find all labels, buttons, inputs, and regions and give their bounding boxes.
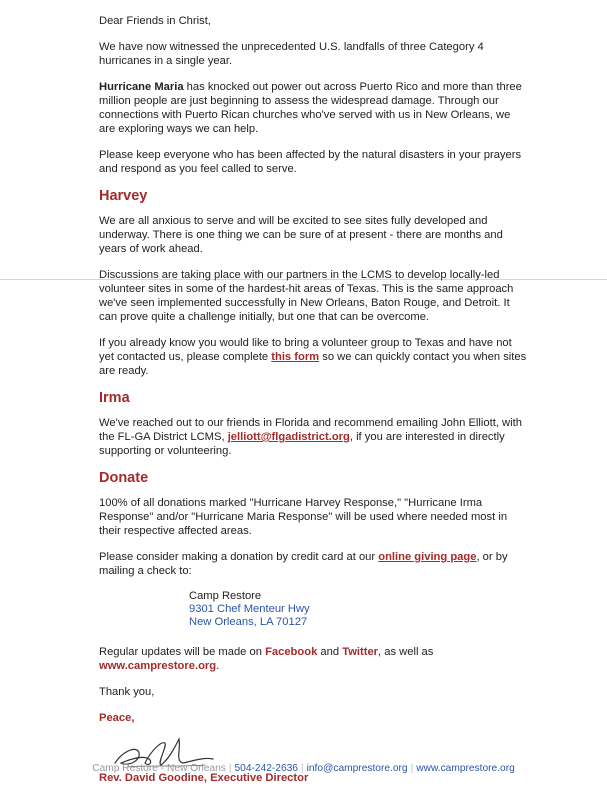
mailing-address (189, 590, 529, 629)
thanks-line: Thank you, (99, 686, 155, 698)
updates-after: , as well as (378, 646, 434, 658)
updates-end: . (216, 660, 220, 672)
harvey-heading: Harvey (99, 188, 148, 204)
updates-and: and (317, 646, 343, 658)
peace-line: Peace, (99, 712, 135, 724)
harvey-paragraph-3 (99, 336, 529, 378)
footer-sep-2: | (300, 763, 304, 774)
footer-sep-1: | (228, 763, 232, 774)
donate-p2-after: , or by mailing a check to: (99, 551, 508, 577)
footer-sep-3: | (410, 763, 414, 774)
irma-p1-after: , if you are interested in directly supporting or volunteering. (99, 431, 505, 457)
online-giving-link[interactable]: online giving page (378, 551, 477, 563)
address-city: New Orleans, LA 70127 (189, 616, 308, 628)
footer-web-link[interactable]: www.camprestore.org (416, 763, 515, 774)
footer-email-link[interactable]: info@camprestore.org (306, 763, 408, 774)
irma-p1-before: We've reached out to our friends in Florida and recommend emailing John Elliott, with the FL-GA District LCMS, (99, 417, 522, 443)
updates-before: Regular updates will be made on (99, 646, 266, 658)
letter-body (99, 14, 529, 785)
prayers-paragraph: Please keep everyone who has been affected by the natural disasters in your prayers and respond as you feel called to serve. (99, 149, 522, 175)
harvey-paragraph-2: Discussions are taking place with our partners in the LCMS to develop locally-led volunteer sites in some of the hardest-hit areas of Texas. This is the same approach we've seen implemented successfully in New Orleans, Baton Rouge, and Detroit. It can prove quite a challenge initially, but one that can be overcome. (99, 269, 514, 323)
salutation: Dear Friends in Christ, (99, 15, 211, 27)
email-link[interactable]: jelliott@flgadistrict.org (227, 431, 350, 443)
harvey-paragraph-1: We are all anxious to serve and will be excited to see sites fully developed and underway. There is one thing we can be sure of at present - there are months and years of work ahead. (99, 215, 503, 255)
maria-name: Hurricane Maria (99, 81, 184, 93)
harvey-p3-after: so we can quickly contact you when sites are ready. (99, 351, 527, 377)
donate-p2-before: Please consider making a donation by credit card at our (99, 551, 379, 563)
irma-heading: Irma (99, 390, 130, 406)
footer-org: Camp Restore - New Orleans (92, 763, 226, 774)
irma-paragraph (99, 416, 529, 458)
harvey-p3-before: If you already know you would like to bring a volunteer group to Texas and have not yet contacted us, please complete (99, 337, 512, 363)
maria-paragraph (99, 80, 529, 136)
signer-name: Rev. David Goodine, Executive Director (99, 772, 309, 784)
footer-phone: 504-242-2636 (234, 763, 298, 774)
this-form-link[interactable]: this form (271, 351, 320, 363)
donate-paragraph-2 (99, 550, 529, 578)
maria-text: has knocked out power out across Puerto Rico and more than three million people are just beginning to assess the widespread damage. Through our connections with Puerto Rican churches who've served with us in New Orleans, we are exploring ways we can help. (99, 81, 522, 135)
facebook-link[interactable]: Facebook (265, 646, 318, 658)
address-street: 9301 Chef Menteur Hwy (189, 603, 310, 615)
twitter-link[interactable]: Twitter (342, 646, 379, 658)
address-name: Camp Restore (189, 590, 262, 602)
intro-paragraph: We have now witnessed the unprecedented U.S. landfalls of three Category 4 hurricanes in a single year. (99, 41, 484, 67)
donate-heading: Donate (99, 470, 149, 486)
donate-paragraph-1: 100% of all donations marked "Hurricane Harvey Response," "Hurricane Irma Response" and/or "Hurricane Maria Response" will be used where needed most in their respective affected areas. (99, 497, 508, 537)
footer (0, 763, 607, 774)
website-link[interactable]: www.camprestore.org (99, 660, 217, 672)
updates-paragraph (99, 645, 529, 673)
